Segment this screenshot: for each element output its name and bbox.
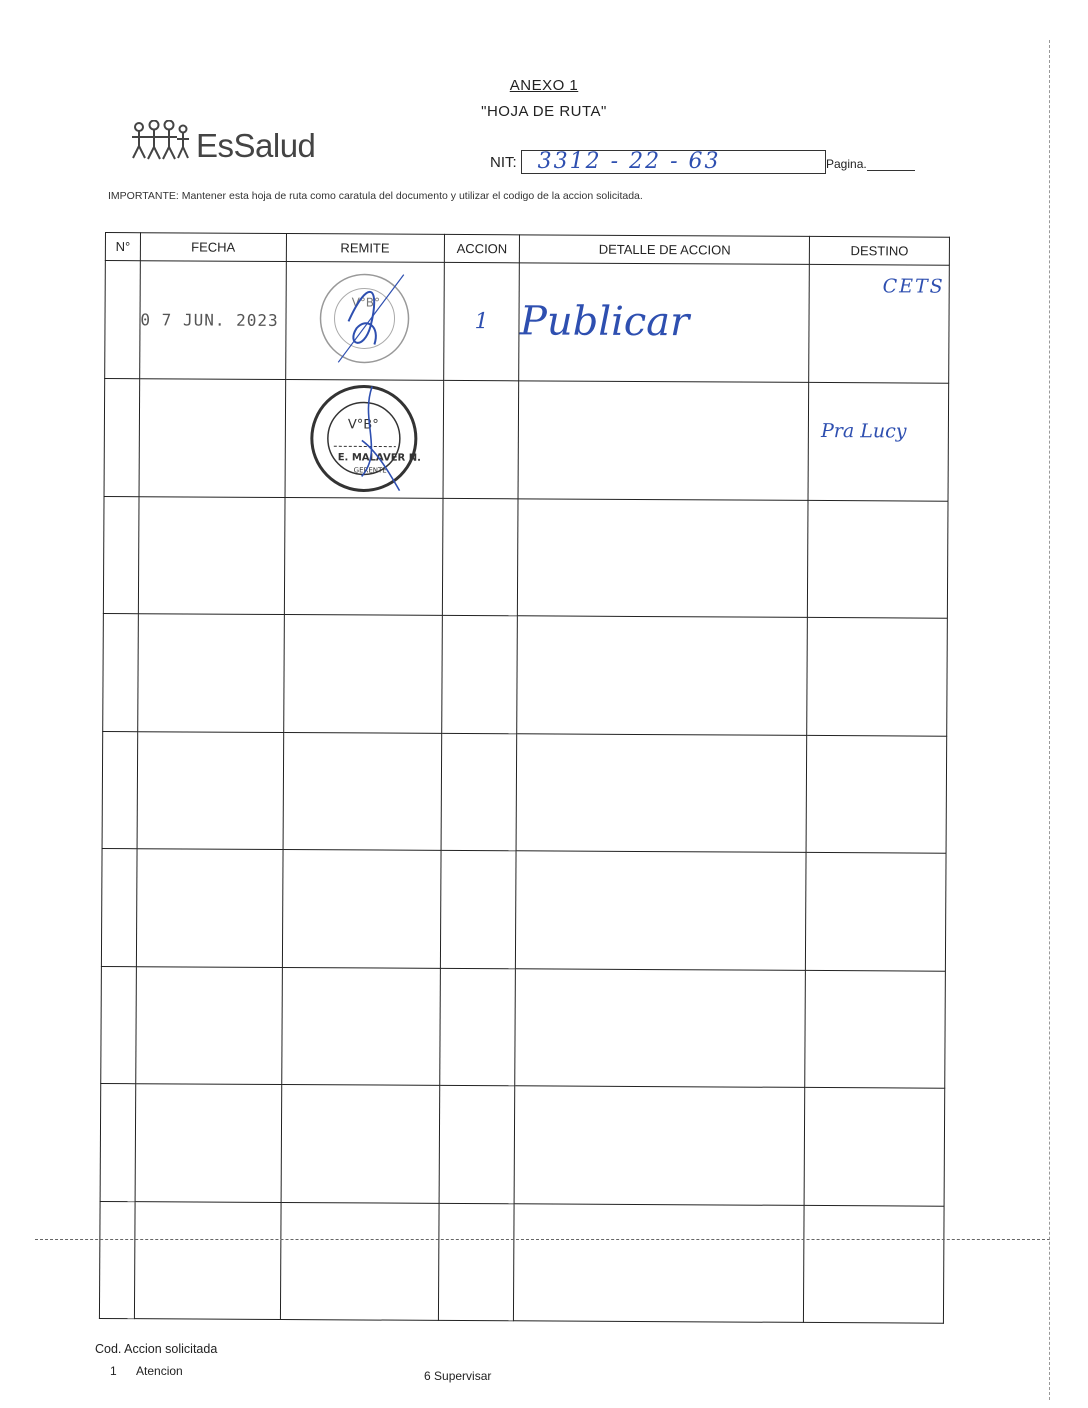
cell-number [105,261,141,379]
cell-detalle [519,380,809,500]
remite-stamp-cell [285,262,444,380]
important-notice: IMPORTANTE: Mantener esta hoja de ruta como caratula del documento y utilizar el codigo de la accion solicitada. [108,190,643,202]
page-label: Pagina. [826,157,867,171]
accion-code: 1 [443,262,520,380]
col-accion-header: ACCION [444,234,520,262]
code-number: 1 [110,1364,117,1378]
stamp2-name: E. MALAVER N. [337,451,422,464]
gerencia-stamp-icon [304,380,425,493]
stamp2-vobo-text: V°B° [347,416,379,433]
code-label: Supervisar [434,1369,492,1383]
nit-label: NIT: [490,153,517,171]
stamp2-role: GERENTE [353,465,387,475]
brand-name: EsSalud [196,127,316,164]
code-label: Atencion [136,1364,183,1378]
col-detalle-header: DETALLE DE ACCION [520,235,810,265]
table-row [99,1201,944,1323]
cell-fecha [139,378,285,497]
destino-text: CETS [882,275,945,298]
cell-accion [443,380,520,498]
essalud-logo [130,112,315,162]
date-stamp: 0 7 JUN. 2023 [140,261,286,379]
table-row [103,496,948,618]
destino-cell [809,264,949,382]
code-number: 6 [424,1369,431,1383]
codes-title: Cod. Accion solicitada [95,1342,218,1356]
destino-note: Pra Lucy [820,419,907,442]
scan-edge-line [1049,40,1050,1400]
nit-field [490,150,826,174]
table-row [105,261,950,383]
family-logo-icon [130,120,192,162]
code-item-6 [424,1369,491,1383]
page-blank [867,170,915,171]
page-field [826,157,915,171]
sheet-title: "HOJA DE RUTA" [481,103,607,120]
cell-number [104,378,140,496]
detalle-text: Publicar [519,263,809,382]
stamp-vobo-text: V°B° [351,295,381,310]
destino-cell [808,382,949,501]
remite-stamp-cell [285,379,444,498]
table-row [101,966,946,1088]
col-number-header: N° [105,233,140,261]
col-fecha-header: FECHA [140,233,286,262]
annex-title: ANEXO 1 [509,77,579,94]
table-row [101,848,946,970]
route-table [99,232,950,1324]
nit-value: 3312 - 22 - 63 [521,150,826,174]
col-destino-header: DESTINO [809,236,949,265]
table-row [103,613,948,735]
col-remite-header: REMITE [286,234,444,263]
approval-stamp-icon [308,266,421,371]
code-item-1 [110,1364,183,1378]
table-row [104,378,949,501]
scan-fold-line [35,1239,1050,1240]
table-row [100,1083,945,1205]
table-row [102,731,947,853]
